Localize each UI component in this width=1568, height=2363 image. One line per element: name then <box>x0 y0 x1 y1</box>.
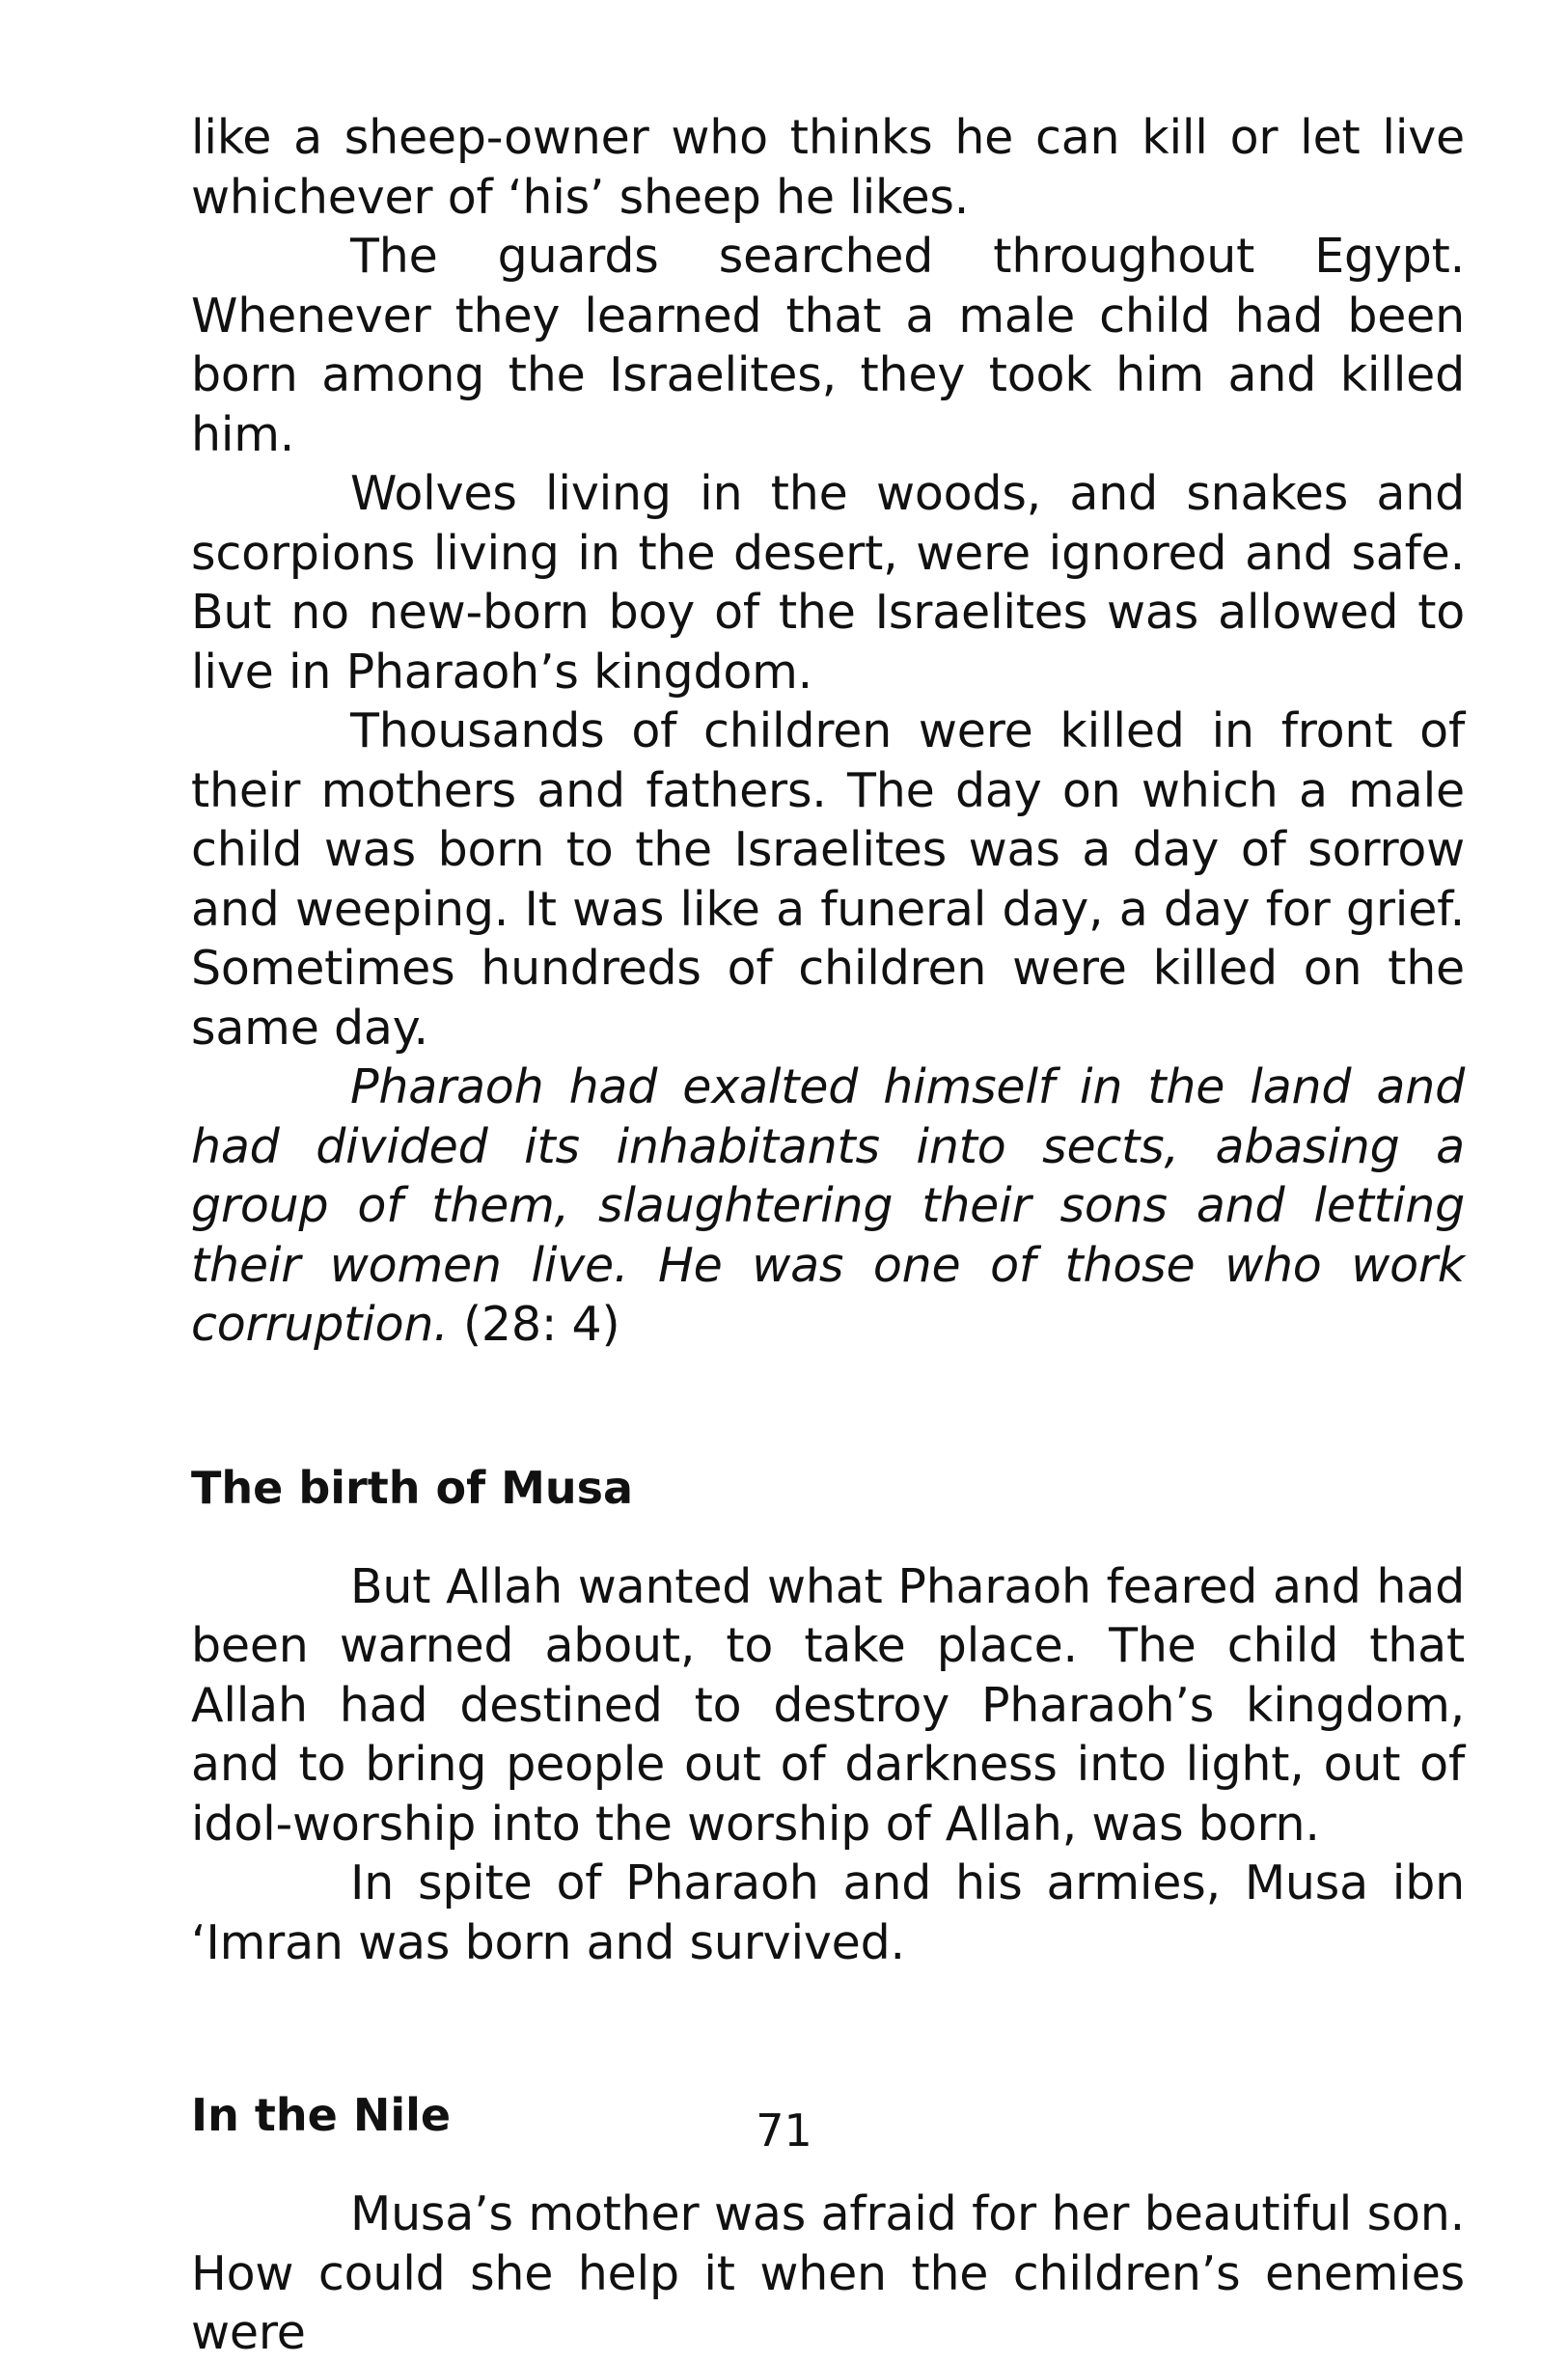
paragraph-thousands: Thousands of children were killed in front of their mothers and fathers. The day on which a male child was born to the Israelites was a day of sorrow and weeping. It was like a funeral day, a day for grief. Sometimes hundreds of children were killed on the same day. <box>191 703 1465 1056</box>
page-body <box>191 108 1465 2363</box>
paragraph-allah-wanted: But Allah wanted what Pharaoh feared and had been warned about, to take place. The child that Allah had destined to destroy Pharaoh’s kingdom, and to bring people out of darkness into light, out of idol-worship into the worship of Allah, was born. <box>191 1558 1465 1852</box>
paragraph-in-spite: In spite of Pharaoh and his armies, Musa ibn ‘Imran was born and survived. <box>191 1855 1465 1970</box>
paragraph-wolves: Wolves living in the woods, and snakes and scorpions living in the desert, were ignored and safe. But no new-born boy of the Israelites was allowed to live in Pharaoh’s kingdom. <box>191 466 1465 700</box>
page-number: 71 <box>756 2104 812 2157</box>
paragraph-continuation: like a sheep-owner who thinks he can kill or let live whichever of ‘his’ sheep he likes. <box>191 110 1465 225</box>
section-heading-nile: In the Nile <box>191 2089 452 2141</box>
quote-reference: (28: 4) <box>463 1297 620 1352</box>
quran-quote <box>191 1058 1465 1355</box>
quote-text: Pharaoh had exalted himself in the land and had divided its inhabitants into sects, abasing a group of them, slaughtering their sons and letting their women live. He was one of those who work corruption. <box>191 1059 1465 1352</box>
section-heading-birth: The birth of Musa <box>191 1461 634 1514</box>
paragraph-guards: The guards searched throughout Egypt. Whenever they learned that a male child had been born among the Israelites, they took him and killed him. <box>191 229 1465 462</box>
paragraph-musas-mother: Musa’s mother was afraid for her beautiful son. How could she help it when the children’s enemies were <box>191 2186 1465 2360</box>
